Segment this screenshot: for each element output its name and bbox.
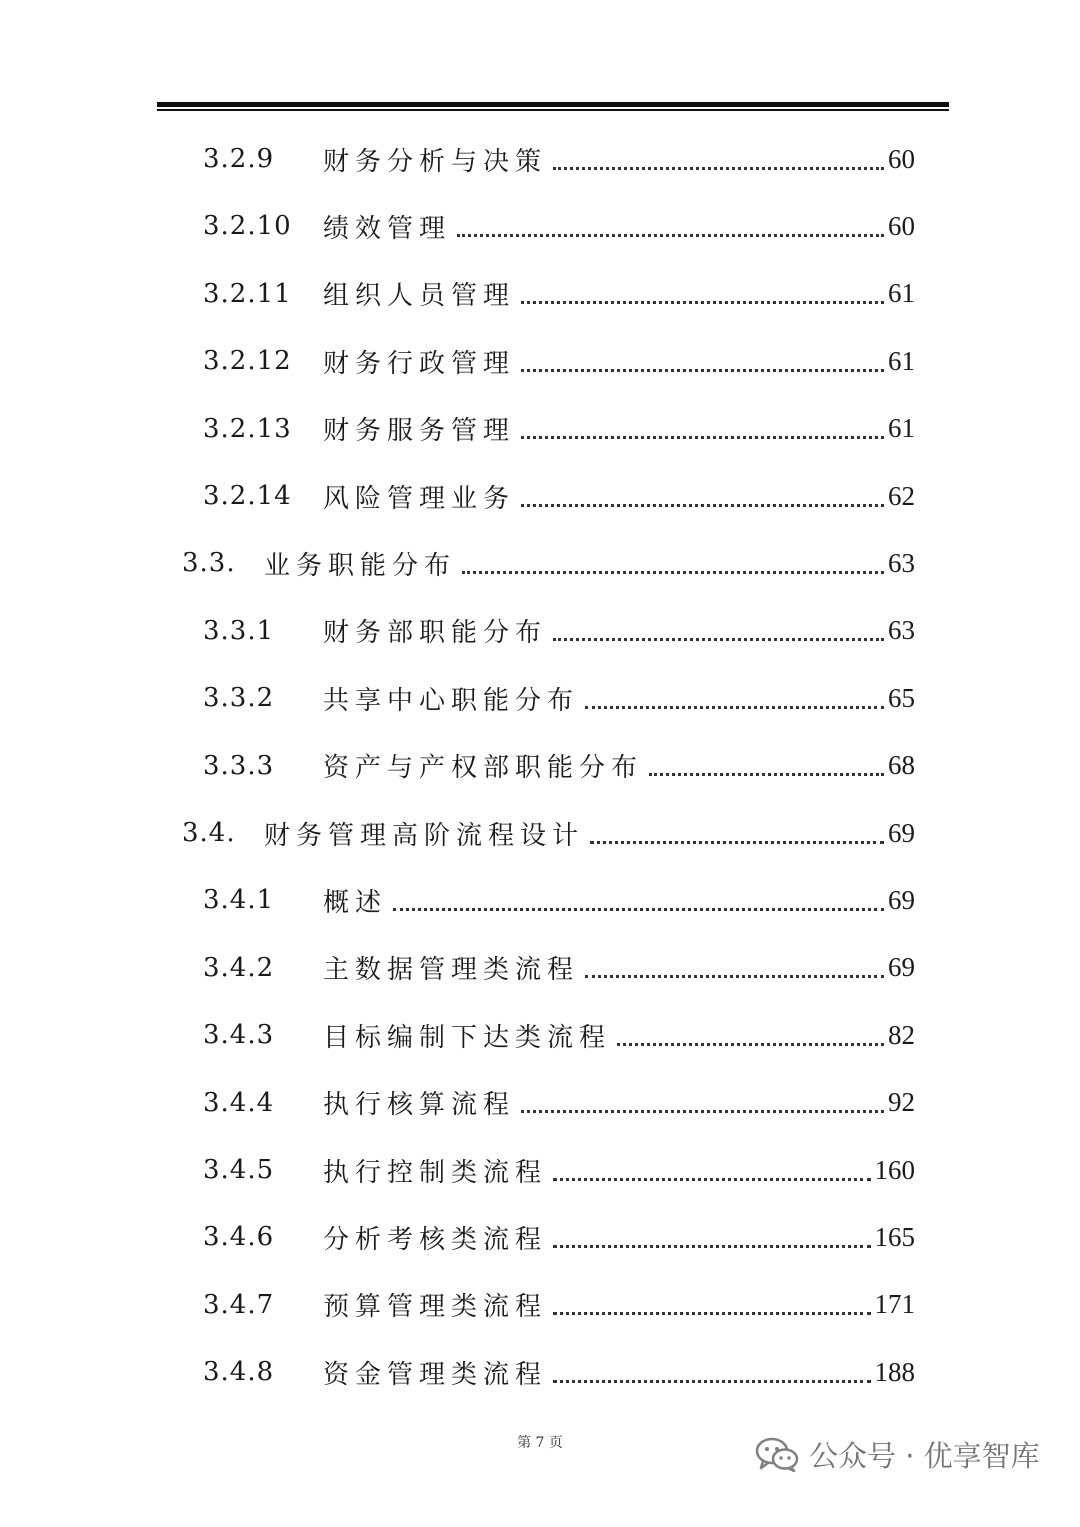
toc-entry [203, 139, 915, 179]
toc-dot-leader [553, 638, 884, 641]
toc-entry-number: 3.2.11 [203, 278, 292, 309]
toc-entry [203, 1150, 915, 1190]
toc-entry-page: 92 [888, 1087, 915, 1118]
toc-dot-leader [649, 773, 884, 776]
toc-entry-title: 共享中心职能分布 [323, 685, 580, 716]
toc-entry [203, 341, 915, 381]
toc-entry-title: 主数据管理类流程 [323, 955, 580, 986]
toc-entry [203, 274, 915, 314]
toc-entry-page: 69 [888, 952, 915, 983]
toc-entry-page: 61 [888, 345, 915, 376]
toc-dot-leader [585, 706, 884, 709]
toc-entry-title: 财务分析与决策 [323, 146, 548, 177]
toc-entry [203, 409, 915, 449]
toc-dot-leader [553, 1245, 870, 1248]
toc-dot-leader [521, 436, 884, 439]
wechat-icon [755, 1436, 799, 1472]
toc-entry-title: 财务服务管理 [323, 416, 516, 447]
toc-entry-number: 3.4.5 [203, 1155, 275, 1185]
toc-entry-number: 3.3. [182, 548, 236, 579]
toc-entry-number: 3.2.10 [203, 211, 292, 242]
toc-entry [203, 746, 915, 786]
toc-entry-page: 69 [888, 884, 915, 915]
toc-dot-leader [521, 301, 884, 304]
watermark-text: 公众号 · 优享智库 [809, 1438, 1040, 1473]
toc-entry [203, 880, 915, 920]
toc-dot-leader [521, 1110, 884, 1113]
toc-entry-title: 风险管理业务 [323, 483, 516, 514]
toc-entry-title: 分析考核类流程 [323, 1224, 548, 1255]
toc-entry [203, 206, 915, 246]
toc-entry-title: 资金管理类流程 [323, 1359, 548, 1390]
toc-entry-title: 财务部职能分布 [323, 618, 548, 649]
toc-entry-number: 3.4.7 [203, 1289, 275, 1320]
toc-entry-number: 3.4.3 [203, 1020, 275, 1051]
toc-dot-leader [553, 1178, 870, 1181]
toc-entry-number: 3.4.1 [203, 885, 275, 916]
toc-entry-number: 3.4.4 [203, 1087, 275, 1118]
toc-entry-number: 3.2.9 [203, 144, 275, 174]
toc-entry-number: 3.2.14 [203, 481, 292, 511]
toc-entry-number: 3.4.8 [203, 1357, 275, 1388]
toc-entry-title: 绩效管理 [323, 213, 452, 244]
toc-entry-title: 目标编制下达类流程 [323, 1022, 612, 1053]
toc-entry-number: 3.4.6 [203, 1222, 275, 1253]
toc-entry [203, 948, 915, 988]
toc-entry-number: 3.3.2 [203, 683, 275, 714]
toc-dot-leader [521, 369, 884, 372]
toc-dot-leader [393, 908, 884, 911]
toc-entry-page: 61 [888, 413, 915, 444]
toc-entry-page: 63 [888, 615, 915, 646]
toc-entry-page: 60 [888, 210, 915, 241]
toc-dot-leader [553, 1380, 870, 1383]
toc-entry-title: 财务行政管理 [323, 348, 516, 379]
toc-entry-number: 3.4. [182, 818, 236, 848]
toc-entry-page: 171 [874, 1289, 915, 1320]
toc-entry [203, 1285, 915, 1325]
toc-entry-title: 预算管理类流程 [323, 1292, 548, 1323]
toc-entry-page: 61 [888, 278, 915, 309]
toc-entry [182, 813, 915, 853]
toc-entry [203, 678, 915, 718]
toc-entry [203, 1083, 915, 1123]
toc-dot-leader [553, 1312, 870, 1315]
toc-entry-page: 60 [888, 143, 915, 174]
toc-entry-title: 资产与产权部职能分布 [323, 753, 644, 784]
toc-entry-title: 财务管理高阶流程设计 [264, 820, 585, 851]
toc-dot-leader [521, 504, 884, 507]
toc-entry-page: 165 [874, 1221, 915, 1252]
toc-entry-title: 执行控制类流程 [323, 1157, 548, 1188]
toc-entry [203, 1352, 915, 1392]
toc-entry-number: 3.3.3 [203, 750, 275, 781]
toc-entry-page: 68 [888, 750, 915, 781]
toc-entry [203, 476, 915, 516]
toc-entry [203, 611, 915, 651]
watermark [755, 1430, 1040, 1478]
toc-entry-title: 组织人员管理 [323, 281, 516, 312]
toc-entry-number: 3.3.1 [203, 615, 275, 646]
toc-entry [203, 1217, 915, 1257]
toc-entry-page: 62 [888, 480, 915, 511]
toc-entry [182, 543, 915, 583]
toc-dot-leader [617, 1043, 884, 1046]
toc-entry-title: 概述 [323, 887, 388, 918]
toc-dot-leader [553, 167, 884, 170]
toc-entry-number: 3.2.12 [203, 346, 292, 377]
toc-dot-leader [590, 841, 884, 844]
toc-entry-page: 63 [888, 547, 915, 578]
toc-entry-page: 160 [874, 1154, 915, 1185]
toc-entry-page: 69 [888, 817, 915, 848]
toc-entry-number: 3.2.13 [203, 413, 292, 444]
toc-entry-number: 3.4.2 [203, 952, 275, 983]
toc-dot-leader [585, 975, 884, 978]
toc-entry [203, 1015, 915, 1055]
toc-dot-leader [457, 234, 884, 237]
toc-entry-page: 65 [888, 682, 915, 713]
toc-entry-page: 188 [874, 1356, 915, 1387]
toc-entry-page: 82 [888, 1019, 915, 1050]
toc-dot-leader [462, 571, 884, 574]
page-number: 第 7 页 [517, 1435, 563, 1451]
toc-entry-title: 执行核算流程 [323, 1090, 516, 1121]
toc-entry-title: 业务职能分布 [264, 550, 457, 581]
